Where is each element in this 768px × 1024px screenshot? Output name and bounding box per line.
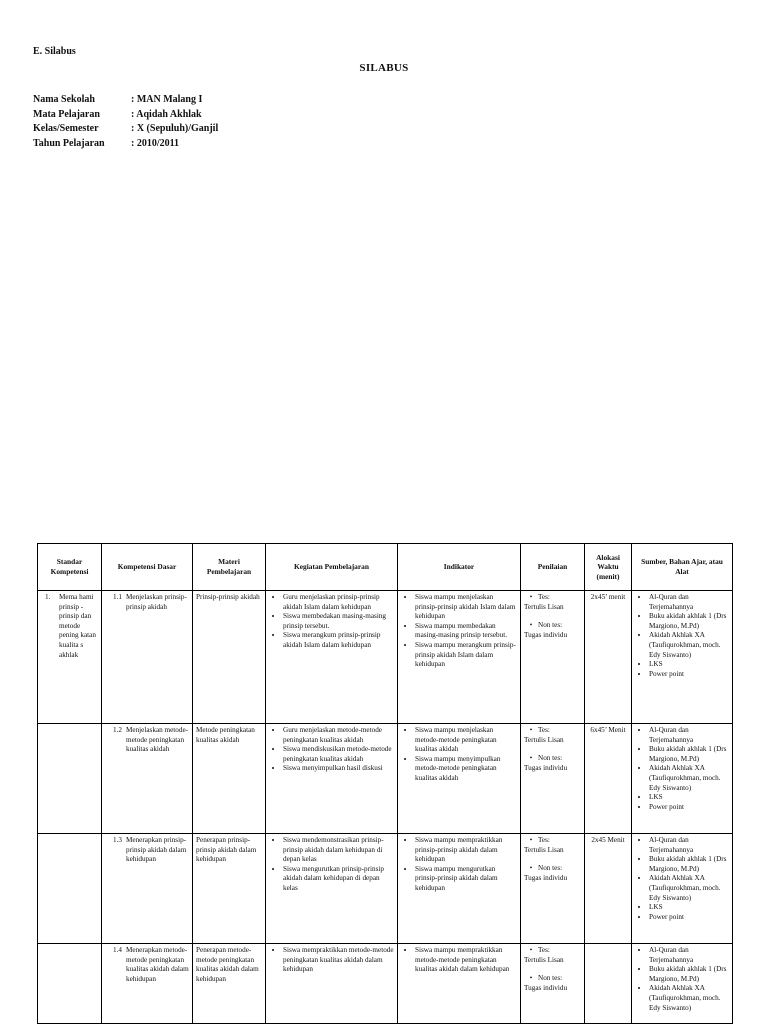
bullet-icon: • [529,974,533,983]
kegiatan-list [269,836,394,894]
bullet-icon: • [529,754,533,763]
standar-kompetensi-cell [38,944,102,1024]
indikator-cell [398,834,521,944]
penilaian-label: Tes: [538,946,550,954]
indikator-list [401,946,517,975]
kompetensi-dasar [105,593,189,612]
penilaian-item [524,974,581,984]
list-item: • Siswa mendemonstrasikan prinsip-prinsip akidah dalam kehidupan di depan kelas [283,836,394,865]
penilaian-item [524,836,581,846]
materi-cell: Prinsip-prinsip akidah [193,591,266,724]
list-item: • Al-Quran dan Terjemahannya [649,946,729,965]
bullet-icon: • [529,593,533,601]
penilaian-sub: Tertulis Lisan [524,955,564,964]
table-row [38,724,733,834]
penilaian-sub: Tertulis Lisan [524,735,564,744]
indikator-list [401,593,517,670]
bullet-icon: • [529,621,533,630]
kegiatan-list [269,726,394,774]
list-item: • Akidah Akhlak XA (Taufiqurokhman, moch. Edy Siswanto) [649,874,729,903]
list-item: • Siswa mampu menyimpulkan metode-metode peningkatan kualitas akidah [415,755,517,784]
penilaian-cell [521,591,585,724]
info-key: Mata Pelajaran [33,108,100,120]
standar-kompetensi-cell [38,591,102,724]
list-item: • Power point [649,670,729,680]
alokasi-cell: 2x45’ menit [585,591,632,724]
kompetensi-dasar-cell [102,591,193,724]
info-value: : 2010/2011 [131,137,180,149]
list-item: • Guru menjelaskan prinsip-prinsip akidah Islam dalam kehidupan [283,593,394,612]
sumber-list [635,836,729,922]
indikator-cell [398,591,521,724]
penilaian-cell [521,834,585,944]
column-header: Standar Kompetensi [38,544,102,591]
materi-cell: Metode peningkatan kualitas akidah [193,724,266,834]
penilaian-sub: Tugas individu [524,763,568,772]
penilaian-label: Non tes: [538,974,563,983]
alokasi-cell: 6x45’ Menit [585,724,632,834]
info-key: Kelas/Semester [33,123,99,134]
column-header: Materi Pembelajaran [193,544,266,591]
penilaian-item [524,726,581,736]
list-item: • Siswa mempraktikkan metode-metode peningkatan kualitas akidah dalam kehidupan [283,946,394,975]
penilaian-sub: Tugas individu [524,630,568,639]
spacer [524,745,581,754]
kompetensi-dasar-cell [102,724,193,834]
kd-text: Menerapkan prinsip-prinsip akidah dalam kehidupan [126,836,187,864]
penilaian-label: Tes: [538,726,550,734]
spacer [524,965,581,974]
list-item: • LKS [649,660,729,670]
syllabus-table [37,543,733,1024]
list-item: • Siswa mampu mempraktikkan metode-metode peningkatan kualitas akidah dalam kehidupan [415,946,517,975]
spacer [524,855,581,864]
list-item: • Akidah Akhlak XA (Taufiqurokhman, moch. Edy Siswanto) [649,631,729,660]
materi-cell: Penerapan prinsip-prinsip akidah dalam kehidupan [193,834,266,944]
info-row [33,122,218,137]
penilaian-label: Non tes: [538,621,563,630]
kegiatan-cell [266,724,398,834]
section-label: E. Silabus [33,46,76,57]
column-header: Sumber, Bahan Ajar, atau Alat [632,544,733,591]
penilaian-label: Non tes: [538,864,563,873]
kd-text: Menerapkan metode-metode peningkatan kualitas akidah dalam kehidupan [126,946,189,983]
table-row [38,591,733,724]
list-item: • Siswa mendiskusikan metode-metode peningkatan kualitas akidah [283,745,394,764]
table-row [38,944,733,1024]
table-body [38,591,733,1024]
list-item: • Siswa mampu menjelaskan prinsip-prinsip akidah Islam dalam kehidupan [415,593,517,622]
bullet-icon: • [529,946,533,954]
document-title: SILABUS [359,62,409,74]
list-item: • Siswa mampu menjelaskan metode-metode peningkatan kualitas akidah [415,726,517,755]
alokasi-cell: 2x45 Menit [585,834,632,944]
kegiatan-cell [266,944,398,1024]
info-row [33,137,218,152]
school-info [33,93,218,151]
penilaian-sub: Tugas individu [524,983,568,992]
kegiatan-cell [266,834,398,944]
penilaian-sub: Tertulis Lisan [524,845,564,854]
list-item: • Siswa merangkum prinsip-prinsip akidah Islam dalam kehidupan [283,631,394,650]
kompetensi-dasar [105,946,189,984]
list-item: • Al-Quran dan Terjemahannya [649,593,729,612]
list-item: • Siswa mampu mengurutkan prinsip-prinsip akidah dalam kehidupan [415,865,517,894]
bullet-icon: • [529,726,533,734]
list-item: • Buku akidah akhlak 1 (Drs Margiono, M.Pd) [649,855,729,874]
column-header: Kegiatan Pembelajaran [266,544,398,591]
penilaian-item [524,593,581,603]
kd-text: Menjelaskan metode-metode peningkatan kualitas akidah [126,726,189,754]
kegiatan-cell [266,591,398,724]
kegiatan-list [269,946,394,975]
info-value: : Aqidah Akhlak [131,108,202,120]
indikator-list [401,836,517,894]
list-item: • Al-Quran dan Terjemahannya [649,726,729,745]
list-item: • Guru menjelaskan metode-metode peningkatan kualitas akidah [283,726,394,745]
sumber-list [635,593,729,679]
penilaian-label: Tes: [538,593,550,601]
kompetensi-dasar [105,836,189,865]
bullet-icon: • [529,864,533,873]
indikator-list [401,726,517,784]
list-item: • Power point [649,913,729,923]
standar-kompetensi-cell [38,834,102,944]
standar-text: Mema hami prinsip - prinsip dan metode pening katan kualita s akhlak [59,593,96,659]
sumber-list [635,946,729,1013]
column-header: Kompetensi Dasar [102,544,193,591]
list-item: • Buku akidah akhlak 1 (Drs Margiono, M.Pd) [649,745,729,764]
standar-number: 1. [45,593,51,601]
indikator-cell [398,724,521,834]
list-item: • Siswa mengurutkan prinsip-prinsip akidah dalam kehidupan di depan kelas [283,865,394,894]
list-item: • Akidah Akhlak XA (Taufiqurokhman, moch. Edy Siswanto) [649,984,729,1013]
list-item: • Power point [649,803,729,813]
sumber-cell [632,724,733,834]
column-header: Alokasi Waktu (menit) [585,544,632,591]
list-item: • Siswa mampu merangkum prinsip-prinsip akidah Islam dalam kehidupan [415,641,517,670]
info-value: : MAN Malang I [131,94,203,105]
table-header-row [38,544,733,591]
kompetensi-dasar-cell [102,944,193,1024]
kompetensi-dasar-cell [102,834,193,944]
kegiatan-list [269,593,394,651]
kd-number: 1.4 [113,946,122,954]
penilaian-item [524,864,581,874]
list-item: • LKS [649,903,729,913]
list-item: • Buku akidah akhlak 1 (Drs Margiono, M.Pd) [649,612,729,631]
kd-number: 1.3 [113,836,122,844]
info-row [33,93,218,108]
alokasi-cell [585,944,632,1024]
sumber-cell [632,944,733,1024]
penilaian-item [524,946,581,956]
list-item: • Buku akidah akhlak 1 (Drs Margiono, M.Pd) [649,965,729,984]
info-value: : X (Sepuluh)/Ganjil [131,123,219,134]
list-item: • Siswa mampu membedakan masing-masing prinsip tersebut. [415,622,517,641]
info-key: Nama Sekolah [33,94,95,105]
list-item: • Akidah Akhlak XA (Taufiqurokhman, moch. Edy Siswanto) [649,764,729,793]
penilaian-cell [521,944,585,1024]
sumber-list [635,726,729,812]
table-row [38,834,733,944]
info-key: Tahun Pelajaran [33,137,105,149]
kd-number: 1.2 [113,726,122,734]
penilaian-sub: Tugas individu [524,873,568,882]
kd-number: 1.1 [113,593,122,601]
penilaian-label: Tes: [538,836,550,844]
list-item: • LKS [649,793,729,803]
indikator-cell [398,944,521,1024]
list-item: • Siswa menyimpulkan hasil diskusi [283,764,394,774]
list-item: • Al-Quran dan Terjemahannya [649,836,729,855]
column-header: Penilaian [521,544,585,591]
bullet-icon: • [529,836,533,844]
penilaian-item [524,621,581,631]
penilaian-item [524,754,581,764]
spacer [524,612,581,621]
list-item: • Siswa membedakan masing-masing prinsip tersebut. [283,612,394,631]
kompetensi-dasar [105,726,189,755]
materi-cell: Penerapan metode-metode peningkatan kualitas akidah dalam kehidupan [193,944,266,1024]
penilaian-sub: Tertulis Lisan [524,602,564,611]
info-row [33,108,218,123]
penilaian-cell [521,724,585,834]
sumber-cell [632,591,733,724]
sumber-cell [632,834,733,944]
column-header: Indikator [398,544,521,591]
standar-kompetensi-cell [38,724,102,834]
kd-text: Menjelaskan prinsip-prinsip akidah [126,593,187,611]
penilaian-label: Non tes: [538,754,563,763]
list-item: • Siswa mampu mempraktikkan prinsip-prinsip akidah dalam kehidupan [415,836,517,865]
standar-kompetensi [41,593,98,660]
